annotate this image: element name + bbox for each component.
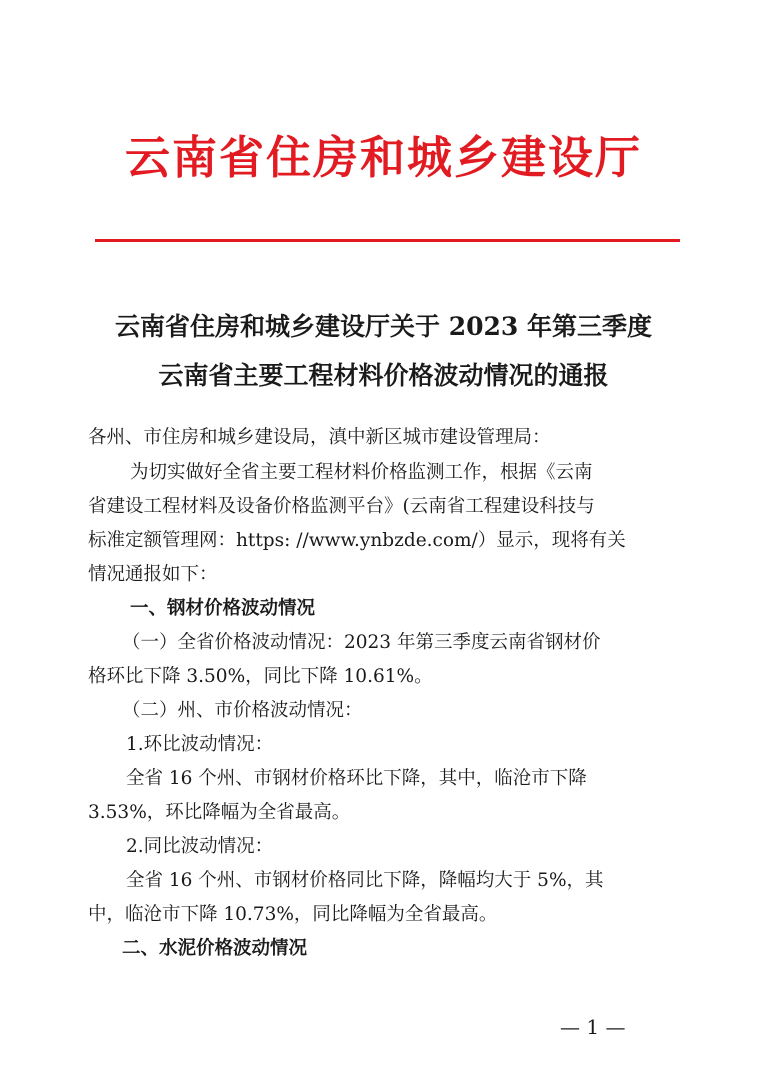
page-number: — 1 — <box>560 1015 626 1039</box>
agency-letterhead: 云南省住房和城乡建设厅 <box>124 131 642 184</box>
item-1-text-line: 3.53%，环比降幅为全省最高。 <box>88 802 351 823</box>
document-title-line-2: 云南省主要工程材料价格波动情况的通报 <box>158 361 609 390</box>
intro-line: 情况通报如下： <box>88 564 218 585</box>
item-2-heading: 2.同比波动情况： <box>126 836 274 857</box>
intro-line: 省建设工程材料及设备价格监测平台》(云南省工程建设科技与 <box>88 496 595 517</box>
section-1-sub1-line: （一）全省价格波动情况：2023 年第三季度云南省钢材价 <box>122 632 601 653</box>
item-2-text-line: 全省 16 个州、市钢材价格同比下降，降幅均大于 5%，其 <box>126 870 604 891</box>
addressee: 各州、市住房和城乡建设局，滇中新区城市建设管理局： <box>88 427 551 448</box>
item-1-heading: 1.环比波动情况： <box>126 734 274 755</box>
item-1-text-line: 全省 16 个州、市钢材价格环比下降，其中，临沧市下降 <box>126 768 587 789</box>
intro-line: 标准定额管理网：https: //www.ynbzde.com/）显示，现将有关 <box>88 530 626 551</box>
section-1-heading: 一、钢材价格波动情况 <box>130 598 316 619</box>
section-2-heading: 二、水泥价格波动情况 <box>122 938 308 959</box>
section-1-sub2-heading: （二）州、市价格波动情况： <box>122 700 363 721</box>
letterhead-red-rule <box>95 239 680 242</box>
item-2-text-line: 中，临沧市下降 10.73%，同比降幅为全省最高。 <box>88 904 498 925</box>
intro-line: 为切实做好全省主要工程材料价格监测工作，根据《云南 <box>130 462 593 483</box>
section-1-sub1-line: 格环比下降 3.50%，同比下降 10.61%。 <box>88 666 433 687</box>
document-title-line-1: 云南省住房和城乡建设厅关于 2023 年第三季度 <box>115 312 652 341</box>
